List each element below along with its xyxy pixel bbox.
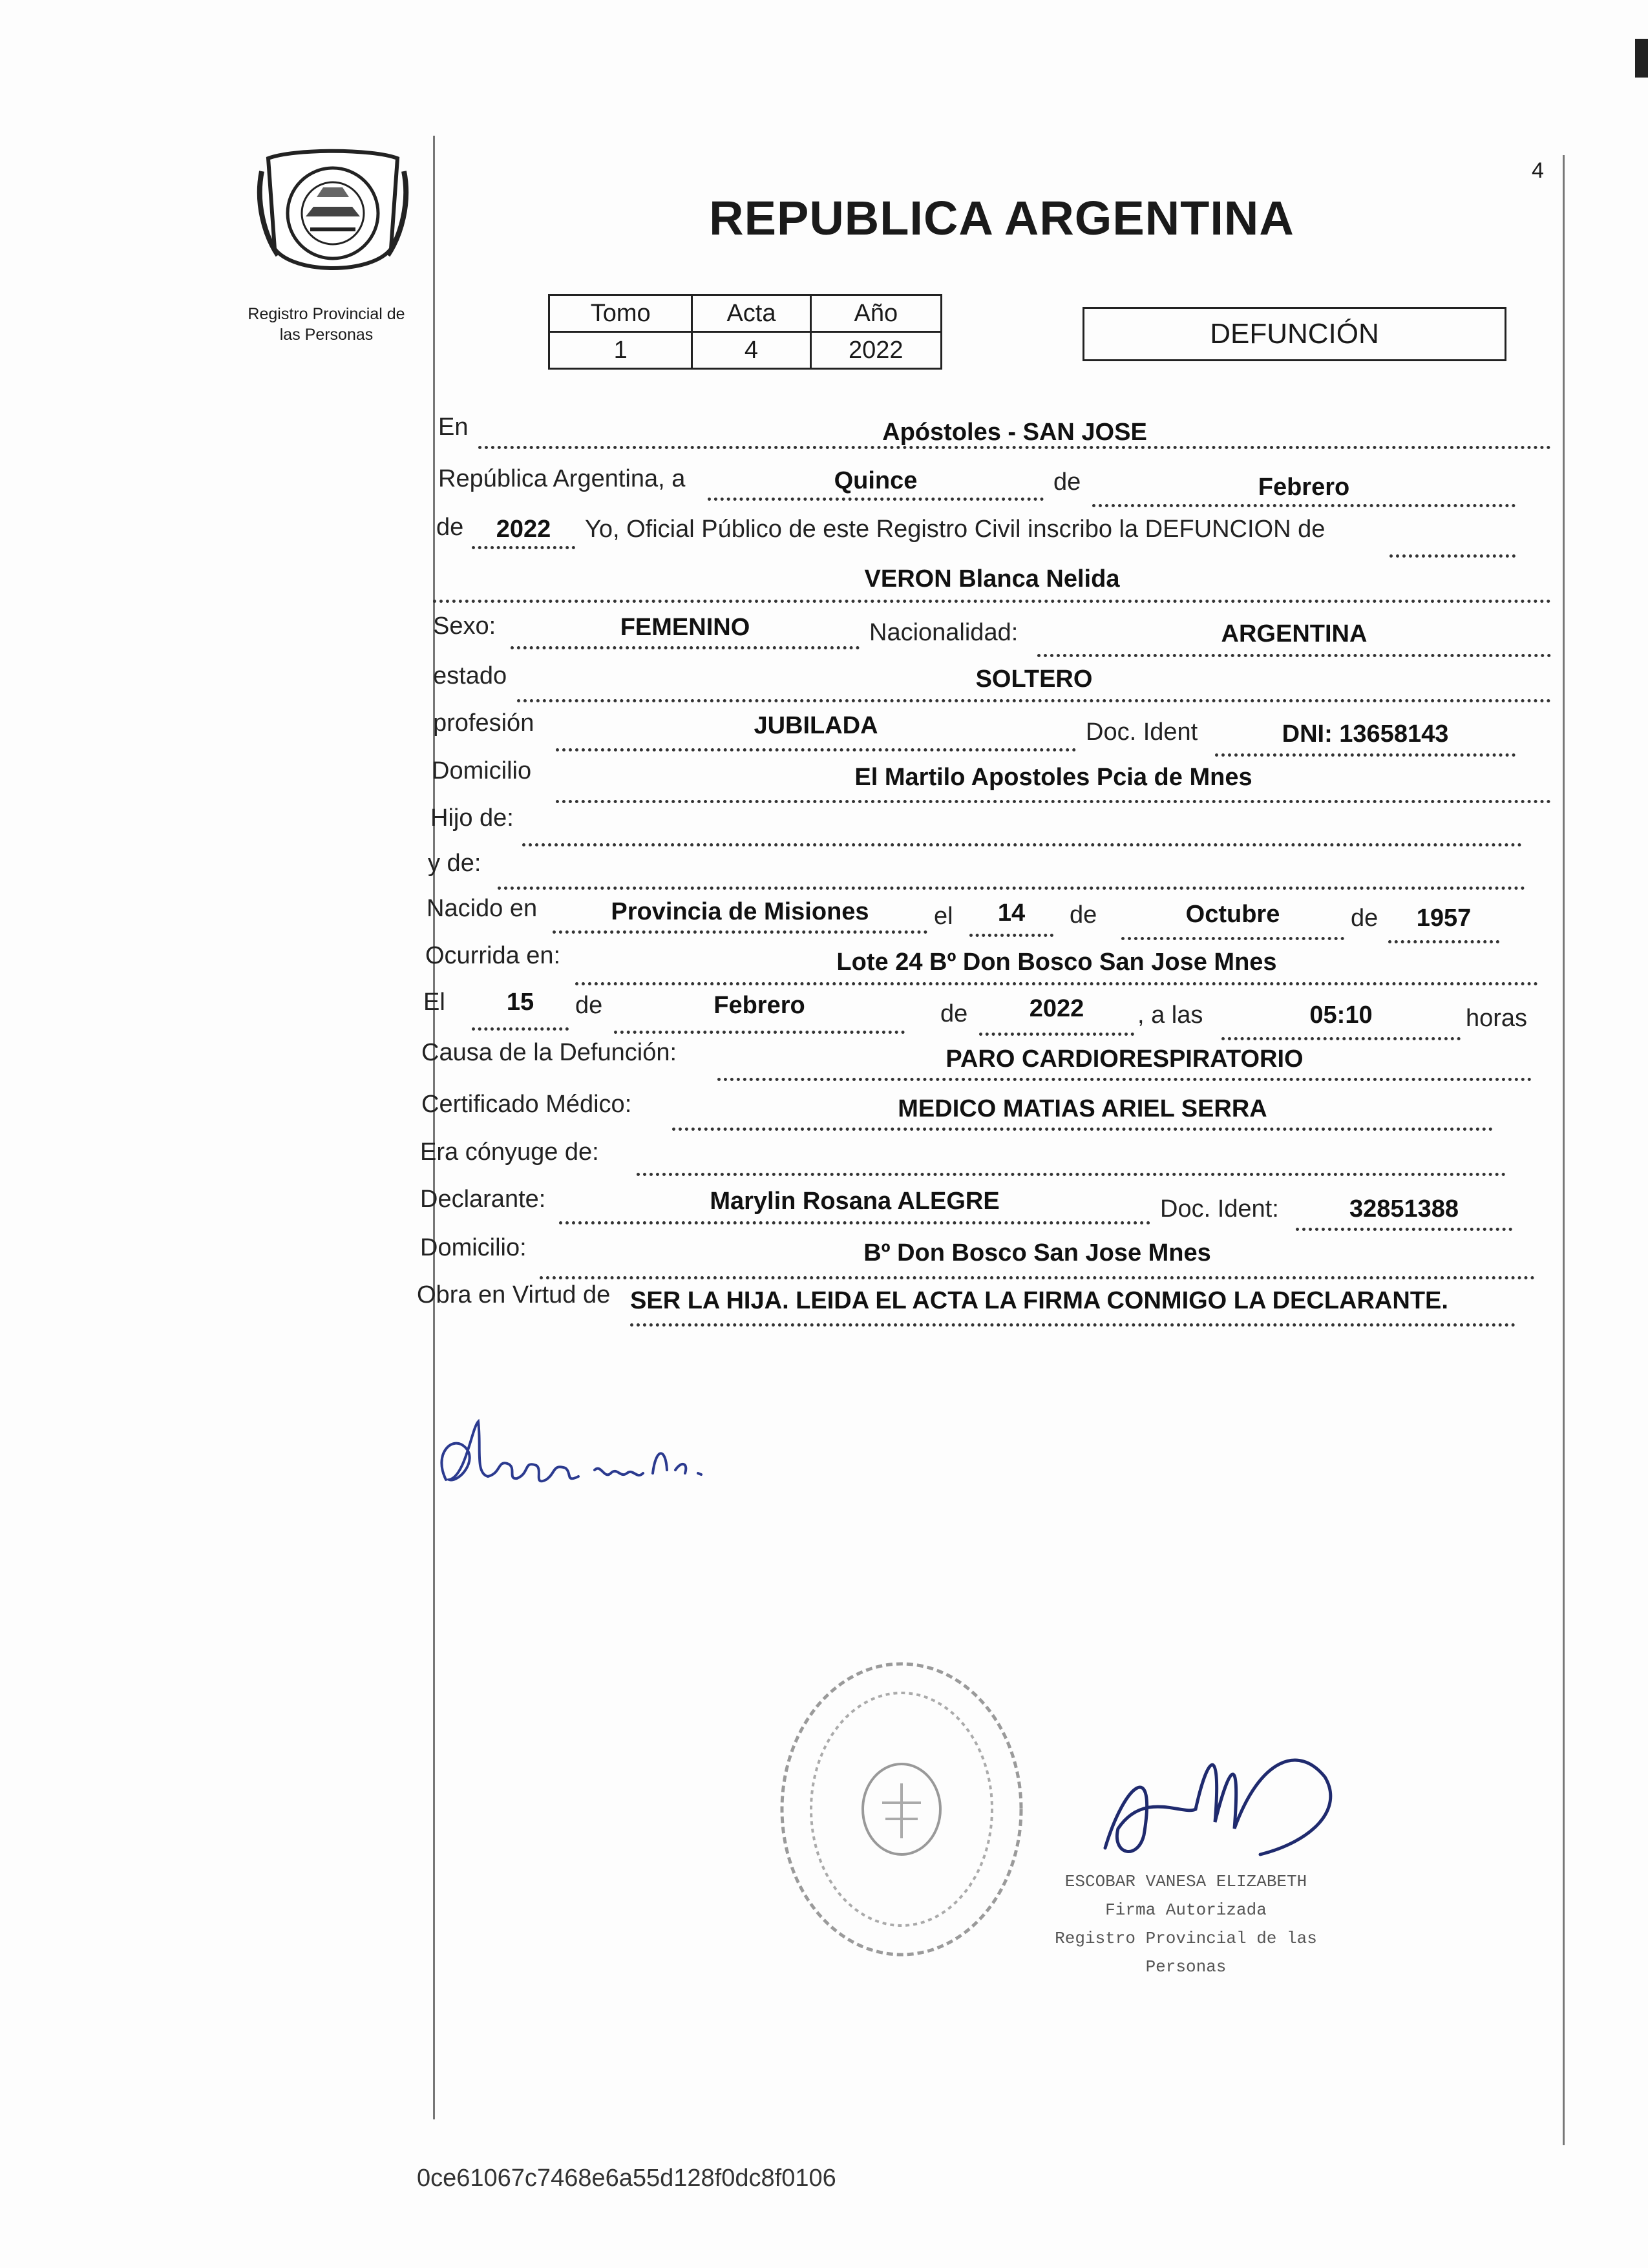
- value-estado: SOLTERO: [975, 666, 1093, 693]
- value-nac-mes: Octubre: [1185, 901, 1280, 928]
- dotted-line: [517, 699, 1551, 702]
- dotted-line: [1121, 937, 1344, 940]
- value-def-mes: Febrero: [713, 992, 805, 1019]
- dotted-line: [672, 1128, 1493, 1131]
- value-def-dia: 15: [506, 989, 534, 1016]
- header-anio: Año: [810, 295, 941, 332]
- document-type-box: DEFUNCIÓN: [1083, 307, 1506, 361]
- official-signature-icon: [1066, 1732, 1357, 1880]
- label-nacido-en: Nacido en: [427, 895, 538, 922]
- dotted-line: [717, 1078, 1532, 1081]
- dotted-line: [614, 1031, 905, 1034]
- label-republica: República Argentina, a: [438, 465, 686, 492]
- dotted-line: [559, 1221, 1150, 1224]
- label-y-de: y de:: [428, 850, 481, 877]
- value-certificado: MEDICO MATIAS ARIEL SERRA: [898, 1095, 1267, 1122]
- registry-line-1: Registro Provincial de: [248, 305, 405, 323]
- label-de-2: de: [436, 514, 464, 541]
- label-ocurrida-en: Ocurrida en:: [425, 942, 561, 969]
- label-doc-ident: Doc. Ident: [1086, 719, 1198, 746]
- value-mes: Febrero: [1258, 474, 1350, 501]
- dotted-line: [511, 646, 860, 649]
- dotted-line: [575, 982, 1538, 985]
- value-def-anio: 2022: [1029, 995, 1084, 1022]
- value-nacido-en: Provincia de Misiones: [611, 898, 869, 925]
- label-nacionalidad: Nacionalidad:: [869, 619, 1019, 646]
- label-obra: Obra en Virtud de: [417, 1281, 611, 1308]
- official-stamp-icon: [772, 1654, 1031, 1964]
- label-el-2: El: [423, 989, 445, 1016]
- dotted-line: [969, 934, 1053, 937]
- dotted-line: [472, 546, 575, 549]
- dotted-line: [522, 843, 1522, 846]
- label-sexo: Sexo:: [433, 613, 496, 640]
- value-nombre: VERON Blanca Nelida: [864, 565, 1120, 593]
- dotted-line: [1092, 504, 1516, 507]
- registry-caption: [223, 304, 430, 345]
- label-en: En: [438, 414, 469, 441]
- left-margin-line: [433, 136, 435, 2119]
- dotted-line: [540, 1276, 1535, 1279]
- value-ocurrida-en: Lote 24 Bº Don Bosco San Jose Mnes: [836, 949, 1277, 976]
- value-profesion: JUBILADA: [754, 712, 878, 739]
- dotted-line: [498, 887, 1525, 890]
- label-conyuge: Era cónyuge de:: [420, 1139, 599, 1166]
- dotted-line: [433, 600, 1551, 603]
- dotted-line: [553, 930, 927, 934]
- label-de-3: de: [1070, 901, 1097, 929]
- value-nac-dia: 14: [997, 899, 1026, 927]
- value-anio: 2022: [810, 332, 941, 369]
- value-dia: Quince: [834, 467, 918, 494]
- dotted-line: [979, 1033, 1134, 1036]
- header-acta: Acta: [692, 295, 810, 332]
- label-el: el: [934, 903, 953, 930]
- label-a-las: , a las: [1137, 1002, 1203, 1029]
- official-stamp-text: [1018, 1867, 1354, 1981]
- label-doc-ident-2: Doc. Ident:: [1160, 1195, 1279, 1223]
- value-domicilio: El Martilo Apostoles Pcia de Mnes: [854, 764, 1252, 791]
- value-causa: PARO CARDIORESPIRATORIO: [945, 1045, 1304, 1073]
- declarant-signature-icon: [427, 1409, 737, 1506]
- value-hora: 05:10: [1309, 1002, 1373, 1029]
- dotted-line: [1037, 654, 1551, 657]
- label-domicilio-2: Domicilio:: [420, 1234, 527, 1261]
- value-declarante-doc: 32851388: [1349, 1195, 1459, 1223]
- label-de-5: de: [575, 992, 603, 1019]
- dotted-line: [1296, 1228, 1512, 1231]
- dotted-line: [1215, 753, 1516, 757]
- label-causa: Causa de la Defunción:: [421, 1039, 677, 1066]
- label-horas: horas: [1466, 1005, 1528, 1032]
- label-certificado: Certificado Médico:: [421, 1091, 632, 1118]
- dotted-line: [1221, 1037, 1461, 1040]
- label-de-1: de: [1053, 468, 1081, 496]
- label-hijo-de: Hijo de:: [430, 804, 514, 832]
- right-margin-line: [1563, 155, 1565, 2145]
- page-title: REPUBLICA ARGENTINA: [709, 191, 1294, 245]
- value-obra: SER LA HIJA. LEIDA EL ACTA LA FIRMA CONMIGO LA DECLARANTE.: [630, 1287, 1448, 1314]
- misiones-seal-icon: [255, 145, 410, 284]
- edge-mark: [1635, 39, 1648, 78]
- official-role: Firma Autorizada: [1105, 1900, 1267, 1920]
- value-lugar: Apóstoles - SAN JOSE: [882, 419, 1147, 446]
- dotted-line: [556, 748, 1076, 751]
- value-nacionalidad: ARGENTINA: [1221, 620, 1368, 647]
- label-profesion: profesión: [433, 709, 534, 737]
- label-de-4: de: [1351, 905, 1379, 932]
- dotted-line: [1388, 940, 1499, 943]
- label-yo: Yo, Oficial Público de este Registro Civil inscribo la DEFUNCION de: [585, 516, 1326, 543]
- dotted-line: [1389, 554, 1516, 558]
- register-table: [548, 294, 942, 370]
- label-de-6: de: [940, 1000, 968, 1027]
- dotted-line: [472, 1027, 569, 1031]
- value-sexo: FEMENINO: [620, 614, 750, 641]
- dotted-line: [556, 800, 1551, 803]
- registry-line-2: las Personas: [279, 326, 374, 344]
- value-declarante-domicilio: Bº Don Bosco San Jose Mnes: [863, 1239, 1211, 1266]
- official-name: ESCOBAR VANESA ELIZABETH: [1064, 1872, 1307, 1891]
- dotted-line: [637, 1173, 1506, 1176]
- official-registry: Registro Provincial de las Personas: [1055, 1929, 1317, 1977]
- dotted-line: [630, 1323, 1516, 1327]
- page-number: 4: [1532, 158, 1544, 183]
- label-estado: estado: [433, 662, 507, 689]
- header-tomo: Tomo: [549, 295, 692, 332]
- value-dni: DNI: 13658143: [1282, 720, 1449, 748]
- value-tomo: 1: [549, 332, 692, 369]
- label-domicilio: Domicilio: [432, 757, 532, 784]
- value-declarante: Marylin Rosana ALEGRE: [710, 1188, 1000, 1215]
- value-nac-anio: 1957: [1416, 905, 1472, 932]
- dotted-line: [708, 498, 1044, 501]
- label-declarante: Declarante:: [420, 1186, 546, 1213]
- document-hash: 0ce61067c7468e6a55d128f0dc8f0106: [417, 2165, 836, 2192]
- value-anio: 2022: [496, 516, 551, 543]
- value-acta: 4: [692, 332, 810, 369]
